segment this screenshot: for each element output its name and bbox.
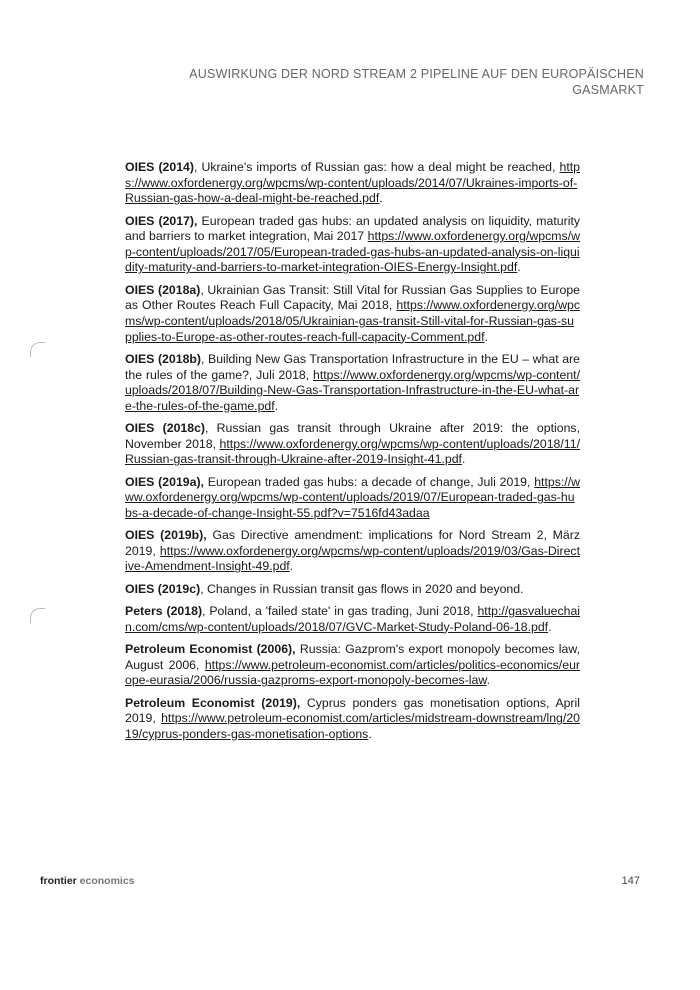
reference-text: , Changes in Russian transit gas flows in 2020 and beyond. — [200, 581, 524, 596]
reference-entry — [125, 160, 580, 207]
reference-text: Russia: Gazprom's export monopoly becomes law, August 2006, — [125, 642, 580, 672]
reference-link[interactable]: https://www.oxfordenergy.org/wpcms/wp-content/uploads/2018/07/Building-New-Gas-Transportation-Infrastructure-in-the-EU-what-are-the-rules-of-the-game.pdf — [125, 367, 580, 413]
reference-tail: . — [484, 329, 488, 344]
page-number: 147 — [621, 875, 640, 887]
reference-text: Gas Directive amendment: implications for Nord Stream 2, März 2019, — [125, 528, 580, 558]
reference-entry — [125, 604, 580, 635]
reference-link[interactable]: https://www.oxfordenergy.org/wpcms/wp-content/uploads/2019/07/European-traded-gas-hubs-a-decade-of-change-Insight-55.pdf?v=7516fd43adaa — [125, 474, 580, 520]
reference-text: Cyprus ponders gas monetisation options, April 2019, — [125, 695, 580, 726]
reference-author: Peters (2018) — [125, 604, 203, 619]
reference-author: OIES (2018a) — [125, 282, 201, 297]
reference-text: , Ukraine's imports of Russian gas: how a deal might be reached, — [194, 160, 560, 174]
reference-link[interactable]: https://www.petroleum-economist.com/articles/midstream-downstream/lng/2019/cyprus-ponders-gas-monetisation-options — [125, 711, 580, 741]
reference-tail: . — [486, 673, 490, 688]
reference-text: , Building New Gas Transportation Infrastructure in the EU – what are the rules of the game?, Juli 2018, — [125, 351, 580, 382]
reference-entry — [125, 283, 580, 345]
reference-link[interactable]: https://www.oxfordenergy.org/wpcms/wp-content/uploads/2018/11/Russian-gas-transit-through-Ukraine-after-2019-Insight-41.pdf — [125, 436, 580, 467]
reference-link[interactable]: https://www.oxfordenergy.org/wpcms/wp-content/uploads/2018/05/Ukrainian-gas-transit-Still-vital-for-Russian-gas-supplies-to-Europe-as-other-routes-reach-full-capacity-Comment.pdf — [125, 298, 580, 344]
reference-author: OIES (2014) — [125, 160, 194, 174]
reference-tail: . — [289, 559, 294, 574]
reference-entry — [125, 475, 580, 522]
brand-suffix: economics — [76, 875, 135, 887]
reference-tail: . — [368, 726, 372, 741]
brand-name: frontier — [40, 875, 77, 887]
reference-text: European traded gas hubs: an updated analysis on liquidity, maturity and barriers to market integration, Mai 2017 — [125, 213, 581, 244]
reference-entry — [125, 214, 580, 276]
reference-author: OIES (2019a), — [125, 474, 204, 489]
reference-link[interactable]: https://www.petroleum-economist.com/articles/politics-economics/europe-eurasia/2006/russia-gazproms-export-monopoly-becomes-law — [125, 657, 580, 688]
reference-entry — [125, 528, 580, 575]
reference-author: OIES (2019c) — [125, 581, 201, 596]
reference-entry — [125, 582, 580, 598]
footer-brand — [40, 875, 135, 887]
reference-entry — [125, 696, 580, 743]
reference-list — [125, 160, 580, 749]
reference-author: OIES (2019b), — [125, 528, 207, 543]
reference-author: OIES (2017), — [125, 213, 198, 228]
reference-author: OIES (2018b) — [125, 351, 202, 366]
reference-author: Petroleum Economist (2006), — [125, 642, 296, 657]
reference-entry — [125, 352, 580, 414]
reference-tail: . — [461, 452, 466, 467]
punch-hole-mark — [30, 342, 45, 357]
reference-text: , Poland, a 'failed state' in gas trading, Juni 2018, — [202, 604, 478, 619]
reference-entry — [125, 642, 580, 689]
header-line-2: GASMARKT — [572, 83, 644, 97]
running-header — [144, 66, 644, 98]
reference-author: OIES (2018c) — [125, 421, 206, 436]
reference-tail: . — [517, 260, 521, 275]
reference-text: , Russian gas transit through Ukraine after 2019: the options, November 2018, — [125, 421, 580, 451]
reference-link[interactable]: http://gasvaluechain.com/cms/wp-content/uploads/2018/07/GVC-Market-Study-Poland-06-18.pdf — [125, 604, 581, 634]
reference-link[interactable]: https://www.oxfordenergy.org/wpcms/wp-content/uploads/2017/05/European-traded-gas-hubs-an-updated-analysis-on-liquidity-maturity-and-barriers-to-market-integration-OIES-Energy-Insight.pdf — [125, 229, 580, 275]
reference-link[interactable]: https://www.oxfordenergy.org/wpcms/wp-content/uploads/2014/07/Ukraines-imports-of-Russian-gas-how-a-deal-might-be-reached.pdf — [125, 160, 580, 206]
reference-tail: . — [548, 619, 552, 634]
reference-author: Petroleum Economist (2019), — [125, 695, 301, 710]
reference-link[interactable]: https://www.oxfordenergy.org/wpcms/wp-content/uploads/2019/03/Gas-Directive-Amendment-Insight-49.pdf — [125, 543, 580, 574]
reference-entry — [125, 421, 580, 468]
header-line-1: AUSWIRKUNG DER NORD STREAM 2 PIPELINE AUF DEN EUROPÄISCHEN — [189, 67, 644, 81]
reference-tail: . — [274, 398, 279, 413]
reference-text: European traded gas hubs: a decade of change, Juli 2019, — [203, 474, 535, 489]
reference-tail: . — [379, 191, 383, 206]
punch-hole-mark — [30, 608, 45, 623]
reference-text: , Ukrainian Gas Transit: Still Vital for Russian Gas Supplies to Europe as Other Routes Reach Full Capacity, Mai 2018, — [125, 282, 581, 313]
